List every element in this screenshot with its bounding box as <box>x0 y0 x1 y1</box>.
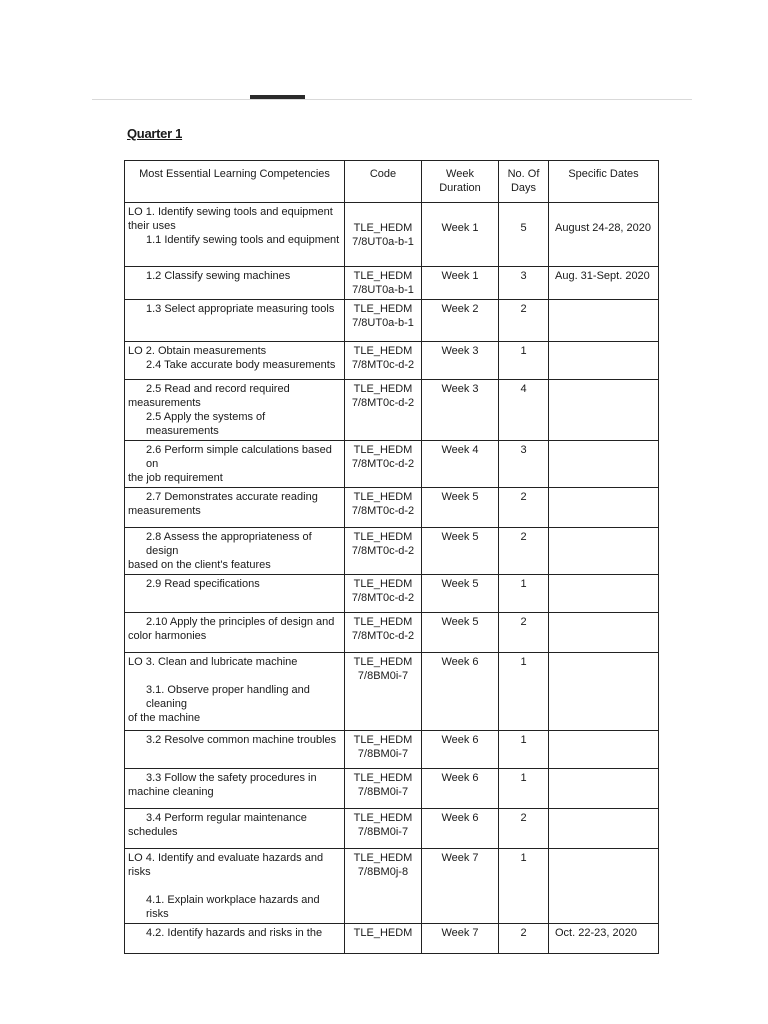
table-row <box>125 441 659 488</box>
code-line: 7/8BM0i-7 <box>357 786 409 798</box>
table-row <box>125 769 659 809</box>
code-cell <box>345 731 422 769</box>
dates-cell <box>549 653 659 731</box>
code-line: 7/8BM0i-7 <box>357 748 409 760</box>
competency-cell <box>125 300 345 342</box>
competency-item: 1.3 Select appropriate measuring tools <box>146 303 335 315</box>
code-line: TLE_HEDM <box>353 345 413 357</box>
competency-continuation-line: schedules <box>128 826 178 838</box>
code-cell <box>345 441 422 488</box>
code-cell <box>345 380 422 441</box>
week-cell: Week 6 <box>422 809 499 849</box>
table-row <box>125 300 659 342</box>
days-cell: 2 <box>499 300 549 342</box>
competency-cell <box>125 769 345 809</box>
competency-heading-line: LO 1. Identify sewing tools and equipment <box>128 206 333 218</box>
code-line: TLE_HEDM <box>353 656 413 668</box>
competency-item: 1.2 Classify sewing machines <box>146 270 291 282</box>
week-cell: Week 1 <box>422 203 499 267</box>
code-line: TLE_HEDM <box>353 927 413 939</box>
code-line: TLE_HEDM <box>353 444 413 456</box>
table-row <box>125 203 659 267</box>
competency-continuation-line: of the machine <box>128 712 201 724</box>
week-cell: Week 7 <box>422 924 499 954</box>
dates-cell <box>549 575 659 613</box>
days-cell: 1 <box>499 769 549 809</box>
code-cell <box>345 575 422 613</box>
top-rule <box>92 99 692 100</box>
competency-cell <box>125 528 345 575</box>
dates-cell <box>549 488 659 528</box>
competency-continuation-line: based on the client's features <box>128 559 271 571</box>
dates-cell: Aug. 31-Sept. 2020 <box>549 267 659 300</box>
table-row <box>125 924 659 954</box>
dates-cell: August 24-28, 2020 <box>549 203 659 267</box>
code-line: 7/8MT0c-d-2 <box>351 630 415 642</box>
competency-item: 2.6 Perform simple calculations based on <box>146 444 332 470</box>
code-cell <box>345 488 422 528</box>
code-line: TLE_HEDM <box>353 222 413 234</box>
competency-item: 2.5 Apply the systems of measurements <box>146 411 266 437</box>
code-line: 7/8BM0i-7 <box>357 670 409 682</box>
competency-item: 2.5 Read and record required <box>146 383 290 395</box>
quarter-heading: Quarter 1 <box>127 126 183 141</box>
competency-heading-line: LO 2. Obtain measurements <box>128 345 267 357</box>
days-cell: 4 <box>499 380 549 441</box>
dates-cell <box>549 731 659 769</box>
code-cell <box>345 528 422 575</box>
competency-cell <box>125 849 345 924</box>
competency-heading-line: their uses <box>128 220 176 232</box>
table-row <box>125 731 659 769</box>
code-line: TLE_HEDM <box>353 812 413 824</box>
days-cell: 3 <box>499 441 549 488</box>
competency-continuation-line: color harmonies <box>128 630 207 642</box>
code-line: 7/8MT0c-d-2 <box>351 592 415 604</box>
code-cell <box>345 267 422 300</box>
competency-item: 3.2 Resolve common machine troubles <box>146 734 337 746</box>
dates-cell: Oct. 22-23, 2020 <box>549 924 659 954</box>
days-cell: 1 <box>499 342 549 380</box>
competency-cell <box>125 924 345 954</box>
code-line: TLE_HEDM <box>353 531 413 543</box>
table-row <box>125 613 659 653</box>
competency-continuation-line: the job requirement <box>128 472 223 484</box>
week-cell: Week 7 <box>422 849 499 924</box>
week-cell: Week 3 <box>422 380 499 441</box>
competency-item: 2.4 Take accurate body measurements <box>146 359 336 371</box>
code-line: TLE_HEDM <box>353 270 413 282</box>
table-row <box>125 849 659 924</box>
dates-cell <box>549 380 659 441</box>
code-line: 7/8MT0c-d-2 <box>351 458 415 470</box>
table-header-row <box>125 161 659 203</box>
days-cell: 1 <box>499 575 549 613</box>
code-line: TLE_HEDM <box>353 491 413 503</box>
competency-cell <box>125 731 345 769</box>
competency-cell <box>125 203 345 267</box>
competency-item: 4.1. Explain workplace hazards and risks <box>146 894 320 920</box>
competency-table-wrapper <box>124 160 658 939</box>
competency-cell <box>125 613 345 653</box>
code-line: TLE_HEDM <box>353 616 413 628</box>
table-row <box>125 342 659 380</box>
competency-item: 2.9 Read specifications <box>146 578 260 590</box>
spacer <box>128 879 341 893</box>
competency-table <box>124 160 659 954</box>
competency-cell <box>125 380 345 441</box>
competency-cell <box>125 809 345 849</box>
week-cell: Week 5 <box>422 613 499 653</box>
competency-heading-line: LO 4. Identify and evaluate hazards and risks <box>128 852 324 878</box>
dates-cell <box>549 809 659 849</box>
days-cell: 2 <box>499 488 549 528</box>
code-line: 7/8BM0i-7 <box>357 826 409 838</box>
header-no-of-days: No. Of Days <box>499 161 549 203</box>
table-row <box>125 528 659 575</box>
days-cell: 2 <box>499 613 549 653</box>
competency-cell <box>125 575 345 613</box>
days-cell: 1 <box>499 849 549 924</box>
table-row <box>125 653 659 731</box>
competency-item: 2.10 Apply the principles of design and <box>146 616 335 628</box>
week-cell: Week 2 <box>422 300 499 342</box>
week-cell: Week 6 <box>422 769 499 809</box>
competency-item: 2.8 Assess the appropriateness of design <box>146 531 312 557</box>
week-cell: Week 1 <box>422 267 499 300</box>
days-cell: 2 <box>499 809 549 849</box>
competency-continuation-line: measurements <box>128 505 201 517</box>
code-line: TLE_HEDM <box>353 772 413 784</box>
week-cell: Week 3 <box>422 342 499 380</box>
competency-item: 3.1. Observe proper handling and cleaning <box>146 684 310 710</box>
code-line: 7/8MT0c-d-2 <box>351 397 415 409</box>
header-code: Code <box>345 161 422 203</box>
days-cell: 5 <box>499 203 549 267</box>
competency-item: 1.1 Identify sewing tools and equipment <box>146 234 340 246</box>
code-line: 7/8MT0c-d-2 <box>351 359 415 371</box>
days-cell: 1 <box>499 731 549 769</box>
competency-item: 3.4 Perform regular maintenance <box>146 812 307 824</box>
code-line: TLE_HEDM <box>353 578 413 590</box>
dates-cell <box>549 342 659 380</box>
code-cell <box>345 849 422 924</box>
competency-item: 2.7 Demonstrates accurate reading <box>146 491 318 503</box>
code-line: TLE_HEDM <box>353 734 413 746</box>
competency-item: 4.2. Identify hazards and risks in the <box>146 927 323 939</box>
dates-cell <box>549 849 659 924</box>
dates-cell <box>549 613 659 653</box>
table-row <box>125 380 659 441</box>
header-competencies: Most Essential Learning Competencies <box>125 161 345 203</box>
code-cell <box>345 300 422 342</box>
code-line: 7/8BM0j-8 <box>357 866 409 878</box>
code-cell <box>345 342 422 380</box>
dates-cell <box>549 528 659 575</box>
week-cell: Week 5 <box>422 575 499 613</box>
dates-cell <box>549 300 659 342</box>
competency-cell <box>125 488 345 528</box>
table-row <box>125 575 659 613</box>
days-cell: 1 <box>499 653 549 731</box>
competency-cell <box>125 441 345 488</box>
dates-cell <box>549 441 659 488</box>
week-cell: Week 4 <box>422 441 499 488</box>
competency-continuation-line: measurements <box>128 397 201 409</box>
week-cell: Week 6 <box>422 653 499 731</box>
code-line: 7/8MT0c-d-2 <box>351 505 415 517</box>
code-cell <box>345 924 422 954</box>
competency-continuation-line: machine cleaning <box>128 786 214 798</box>
code-cell <box>345 613 422 653</box>
code-line: TLE_HEDM <box>353 303 413 315</box>
week-cell: Week 6 <box>422 731 499 769</box>
code-line: 7/8UT0a-b-1 <box>352 317 414 329</box>
week-cell: Week 5 <box>422 488 499 528</box>
code-cell <box>345 203 422 267</box>
table-row <box>125 809 659 849</box>
code-line: 7/8UT0a-b-1 <box>352 236 414 248</box>
competency-cell <box>125 342 345 380</box>
week-cell: Week 5 <box>422 528 499 575</box>
header-week-duration: Week Duration <box>422 161 499 203</box>
spacer <box>128 669 341 683</box>
code-line: 7/8UT0a-b-1 <box>352 284 414 296</box>
days-cell: 2 <box>499 528 549 575</box>
competency-heading-line: LO 3. Clean and lubricate machine <box>128 656 298 668</box>
code-cell <box>345 653 422 731</box>
days-cell: 3 <box>499 267 549 300</box>
dates-cell <box>549 769 659 809</box>
code-cell <box>345 769 422 809</box>
table-row <box>125 267 659 300</box>
competency-item: 3.3 Follow the safety procedures in <box>146 772 317 784</box>
days-cell: 2 <box>499 924 549 954</box>
header-specific-dates: Specific Dates <box>549 161 659 203</box>
code-line: 7/8MT0c-d-2 <box>351 545 415 557</box>
competency-cell <box>125 653 345 731</box>
cut-underline <box>250 95 305 99</box>
code-line: TLE_HEDM <box>353 852 413 864</box>
competency-cell <box>125 267 345 300</box>
code-cell <box>345 809 422 849</box>
table-row <box>125 488 659 528</box>
code-line: TLE_HEDM <box>353 383 413 395</box>
